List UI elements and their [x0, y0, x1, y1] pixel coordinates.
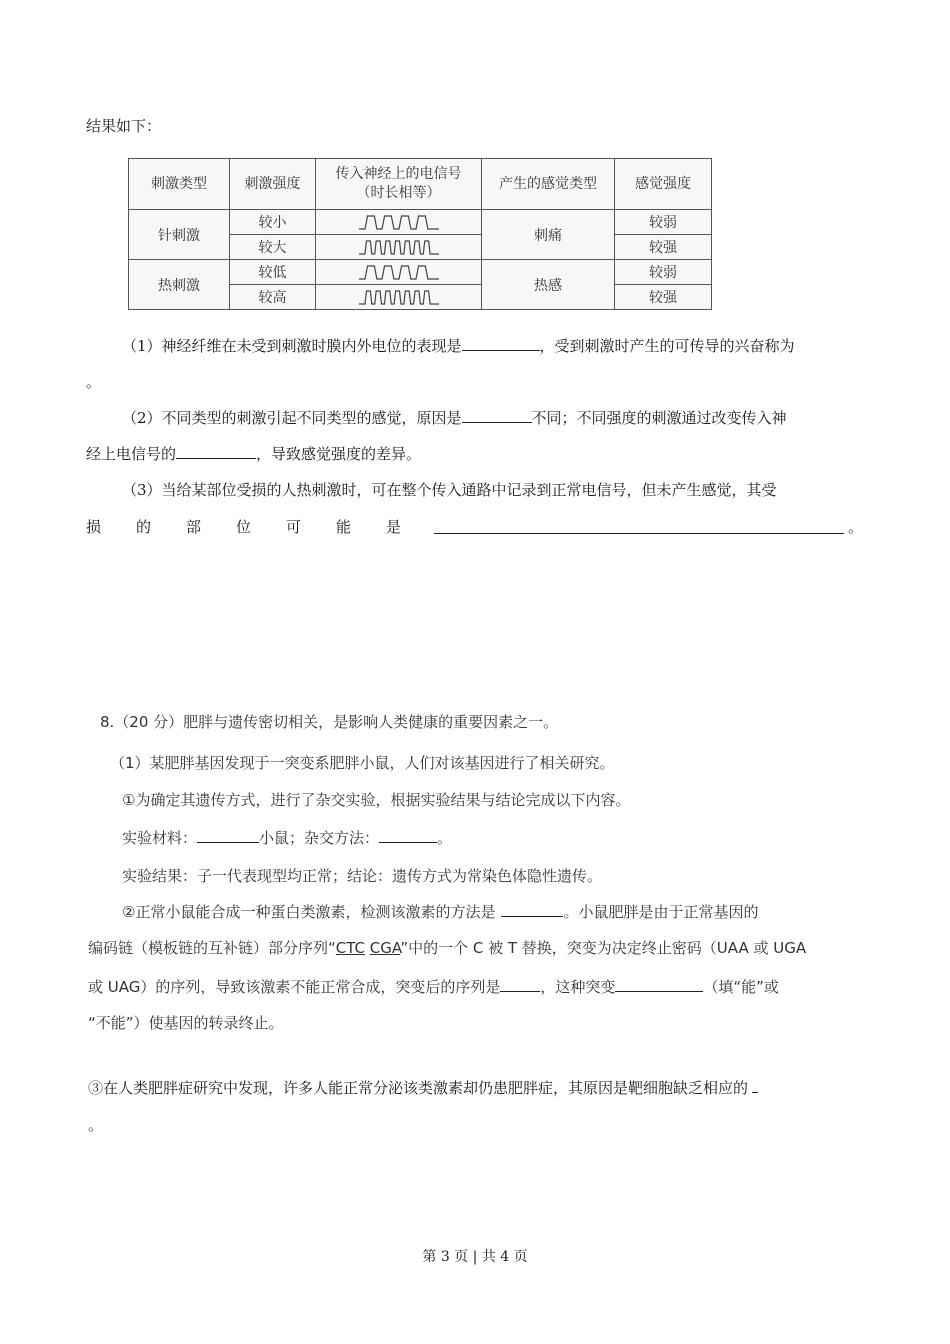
cell-feel: 较弱	[615, 210, 712, 235]
text: 不同；不同强度的刺激通过改变传入神	[531, 409, 787, 427]
header-signal	[316, 159, 482, 210]
cell-wave	[316, 260, 482, 285]
text: 的	[136, 518, 152, 536]
q8-part1: （1）某肥胖基因发现于一突变系肥胖小鼠，人们对该基因进行了相关研究。	[110, 754, 615, 772]
header-signal-line2: （时长相等）	[356, 185, 441, 201]
answer-blank[interactable]	[752, 1078, 758, 1093]
header-sensation-type: 产生的感觉类型	[482, 159, 615, 210]
answer-blank[interactable]	[434, 519, 844, 534]
sequence: CGA	[369, 939, 401, 957]
cell-strength: 较小	[230, 210, 316, 235]
text: 实验材料：	[122, 829, 198, 847]
q8-results: 实验结果：子一代表现型均正常；结论：遗传方式为常染色体隐性遗传。	[122, 867, 603, 885]
text: 。小鼠肥胖是由于正常基因的	[563, 903, 759, 921]
q8-item2-end: “不能”）使基因的转录终止。	[88, 1014, 284, 1032]
q8-title: 8.（20 分）肥胖与遗传密切相关，是影响人类健康的重要因素之一。	[100, 713, 559, 731]
text: ③在人类肥胖症研究中发现，许多人能正常分泌该类激素却仍患肥胖症，其原因是靶细胞缺乏相应的	[88, 1079, 749, 1097]
q7-part2	[122, 408, 787, 428]
q7-part1	[122, 336, 795, 356]
q8-materials	[122, 828, 452, 848]
text: 。	[437, 829, 453, 847]
text: 编码链（模板链的互补链）部分序列“	[88, 939, 336, 957]
results-intro: 结果如下：	[86, 117, 162, 135]
header-stimulus-strength: 刺激强度	[230, 159, 316, 210]
q7-part3-cont	[86, 517, 866, 537]
signal-waveform	[359, 263, 439, 281]
text: 部	[186, 518, 202, 536]
q7-part2-cont	[86, 444, 421, 464]
signal-waveform	[359, 238, 439, 256]
text: 经上电信号的	[86, 445, 177, 463]
cell-feel: 较弱	[615, 260, 712, 285]
text: 位	[236, 518, 252, 536]
pulse-line	[359, 266, 439, 279]
text: 小鼠；杂交方法：	[259, 829, 380, 847]
text: ”中的一个 C 被 T 替换，突变为决定终止密码（UAA 或 UGA	[400, 939, 807, 957]
header-signal-line1: 传入神经上的电信号	[335, 166, 462, 182]
answer-blank[interactable]	[500, 977, 540, 992]
text: （填“能”或	[703, 978, 779, 996]
signal-waveform	[359, 213, 439, 231]
text: ，这种突变	[540, 978, 616, 996]
sequence: CTC	[335, 939, 366, 957]
cell-strength: 较高	[230, 285, 316, 310]
q8-item2	[122, 902, 758, 922]
cell-sensation: 刺痛	[482, 210, 615, 260]
q8-item3	[88, 1078, 758, 1098]
text: 。	[848, 518, 864, 536]
cell-sensation: 热感	[482, 260, 615, 310]
q8-item1: ①为确定其遗传方式，进行了杂交实验，根据实验结果与结论完成以下内容。	[122, 791, 631, 809]
text: ，导致感觉强度的差异。	[256, 445, 422, 463]
text: 损	[86, 518, 102, 536]
text: 是	[386, 518, 402, 536]
cell-wave	[316, 235, 482, 260]
cell-feel: 较强	[615, 285, 712, 310]
text: （1）神经纤维在未受到刺激时膜内外电位的表现是	[122, 337, 462, 355]
text: ②正常小鼠能合成一种蛋白类激素，检测该激素的方法是	[122, 903, 496, 921]
text: 可	[286, 518, 302, 536]
q8-item3-end: 。	[88, 1116, 104, 1134]
text: 能	[336, 518, 352, 536]
q7-part3: （3）当给某部位受损的人热刺激时，可在整个传入通路中记录到正常电信号，但未产生感觉，其受	[122, 481, 777, 499]
cell-strength: 较大	[230, 235, 316, 260]
q8-item2-cont2	[88, 977, 779, 997]
pulse-line	[359, 241, 439, 254]
cell-type: 针刺激	[129, 210, 230, 260]
page-footer: 第 3 页 | 共 4 页	[422, 1249, 528, 1265]
answer-blank[interactable]	[462, 336, 540, 351]
answer-blank[interactable]	[176, 444, 256, 459]
results-table	[128, 158, 712, 310]
answer-blank[interactable]	[615, 977, 703, 992]
q8-item2-cont	[88, 938, 806, 958]
answer-blank[interactable]	[462, 408, 532, 423]
text: 或 UAG）的序列，导致该激素不能正常合成，突变后的序列是	[88, 978, 501, 996]
answer-blank[interactable]	[379, 828, 437, 843]
header-sensation-strength: 感觉强度	[615, 159, 712, 210]
q7-part1-end: 。	[86, 373, 102, 391]
answer-blank[interactable]	[197, 828, 259, 843]
cell-strength: 较低	[230, 260, 316, 285]
cell-wave	[316, 210, 482, 235]
pulse-line	[359, 216, 439, 229]
cell-wave	[316, 285, 482, 310]
header-stimulus-type: 刺激类型	[129, 159, 230, 210]
answer-blank[interactable]	[501, 902, 563, 917]
pulse-line	[359, 291, 439, 304]
cell-feel: 较强	[615, 235, 712, 260]
text: ，受到刺激时产生的可传导的兴奋称为	[539, 337, 795, 355]
cell-type: 热刺激	[129, 260, 230, 310]
signal-waveform	[359, 288, 439, 306]
text: （2）不同类型的刺激引起不同类型的感觉，原因是	[122, 409, 462, 427]
